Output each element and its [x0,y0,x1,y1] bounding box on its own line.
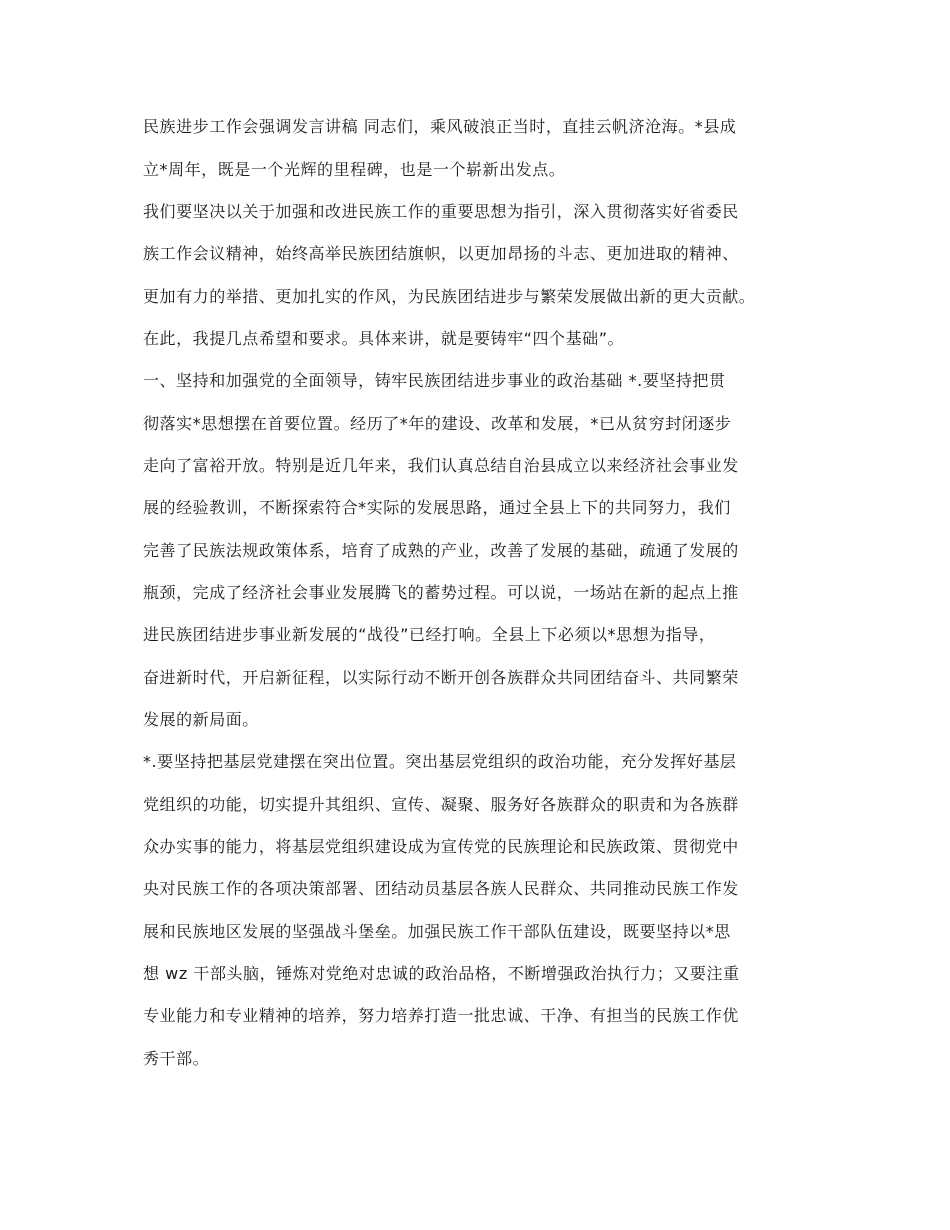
text-line: 专业能力和专业精神的培养，努力培养打造一批忠诚、干净、有担当的民族工作优 [143,1006,739,1025]
text-line: 在此，我提几点希望和要求。具体来讲，就是要铸牢“四个基础”。 [143,329,625,348]
text-line: 瓶颈，完成了经济社会事业发展腾飞的蓄势过程。可以说，一场站在新的起点上推 [143,583,739,602]
text-line: *.要坚持把基层党建摆在突出位置。突出基层党组织的政治功能，充分发挥好基层 [143,752,737,771]
text-line: 央对民族工作的各项决策部署、团结动员基层各族人民群众、共同推动民族工作发 [143,879,739,898]
text-line: 一、坚持和加强党的全面领导，铸牢民族团结进步事业的政治基础 *.要坚持把贯 [143,371,726,390]
text-line: 民族进步工作会强调发言讲稿 同志们，乘风破浪正当时，直挂云帆济沧海。*县成 [143,117,737,136]
text-line: 发展的新局面。 [143,710,259,729]
text-line: 想 wz 干部头脑，锤炼对党绝对忠诚的政治品格，不断增强政治执行力；又要注重 [143,964,740,983]
text-line: 党组织的功能，切实提升其组织、宣传、凝聚、服务好各族群众的职责和为各族群 [143,795,739,814]
text-line: 彻落实*思想摆在首要位置。经历了*年的建设、改革和发展，*已从贫穷封闭逐步 [143,414,732,433]
text-line: 众办实事的能力，将基层党组织建设成为宣传党的民族理论和民族政策、贯彻党中 [143,837,739,856]
text-line: 立*周年，既是一个光辉的里程碑，也是一个崭新出发点。 [143,160,566,179]
text-line: 完善了民族法规政策体系，培育了成熟的产业，改善了发展的基础，疏通了发展的 [143,541,739,560]
text-line: 我们要坚决以关于加强和改进民族工作的重要思想为指引，深入贯彻落实好省委民 [143,202,739,221]
text-line: 展和民族地区发展的坚强战斗堡垒。加强民族工作干部队伍建设，既要坚持以*思 [143,922,731,941]
text-line: 族工作会议精神，始终高举民族团结旗帜，以更加昂扬的斗志、更加进取的精神、 [143,244,739,263]
text-line: 进民族团结进步事业新发展的“战役”已经打响。全县上下必须以*思想为指导， [143,625,716,644]
text-line: 更加有力的举措、更加扎实的作风，为民族团结进步与繁荣发展做出新的更大贡献。 [143,287,756,306]
text-line: 展的经验教训，不断探索符合*实际的发展思路，通过全县上下的共同努力，我们 [143,498,731,517]
text-line: 奋进新时代，开启新征程，以实际行动不断开创各族群众共同团结奋斗、共同繁荣 [143,668,739,687]
text-line: 秀干部。 [143,1049,210,1068]
text-line: 走向了富裕开放。特别是近几年来，我们认真总结自治县成立以来经济社会事业发 [143,456,739,475]
